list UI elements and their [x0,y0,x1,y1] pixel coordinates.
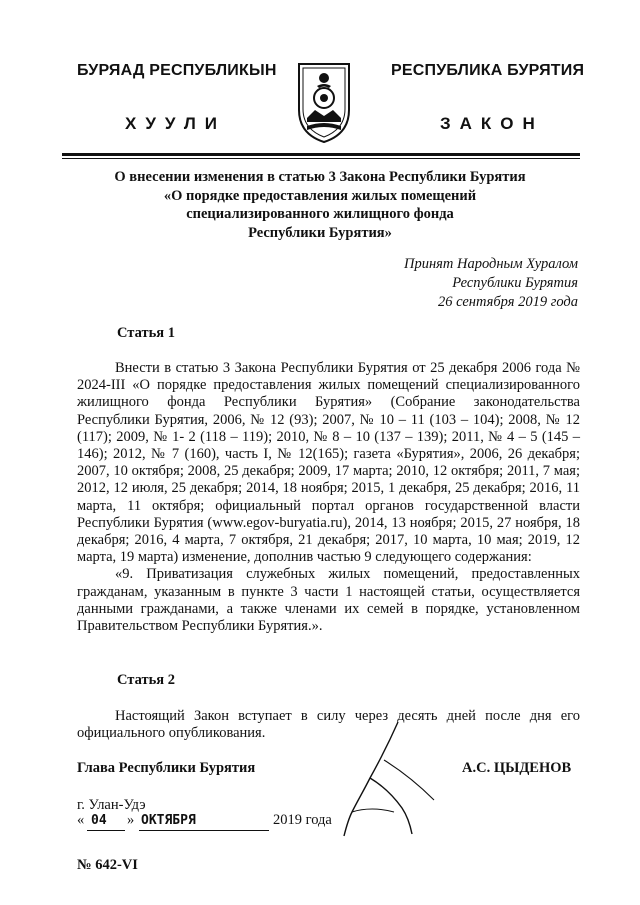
law-title [60,168,580,242]
article-2-paragraph: Настоящий Закон вступает в силу через десять дней после дня его официального опубликования. [77,708,580,742]
date-day: 04 [91,813,107,828]
adopted-line-2: Республики Бурятия [452,275,578,291]
date-line [77,812,357,832]
header-separator-thin [62,158,580,159]
article-1-quote: «9. Приватизация служебных жилых помещений, предоставленных гражданам, указанным в пункте 3 части 1 настоящей статьи, осуществляется данными гражданами, а также членами их семей в порядке, установленном Правительством Республики Бурятия.». [77,566,580,635]
city: г. Улан-Удэ [77,797,146,813]
article-1-body [77,360,580,635]
date-year: 2019 года [273,812,332,828]
header-separator-thick [62,153,580,156]
header-left-doc-type: ХУУЛИ [125,114,226,133]
date-month: ОКТЯБРЯ [141,813,196,828]
signature-name: А.С. ЦЫДЕНОВ [462,760,572,776]
date-quote-open: « [77,812,85,828]
adopted-line-3: 26 сентября 2019 года [437,294,578,310]
adopted-block [404,255,578,312]
date-quote-close: » [127,812,135,828]
law-number: № 642-VI [77,857,138,873]
article-2-body [77,708,580,742]
coat-of-arms-emblem [295,58,353,146]
law-title-line-4: Республики Бурятия» [248,224,392,241]
header-right-name: РЕСПУБЛИКА БУРЯТИЯ [391,62,585,79]
article-1-heading: Статья 1 [117,325,175,341]
law-title-line-2: «О порядке предоставления жилых помещений [163,187,477,204]
signature-position: Глава Республики Бурятия [77,760,256,776]
month-underline [139,830,269,831]
adopted-line-1: Принят Народным Хуралом [403,256,578,272]
law-title-line-3: специализированного жилищного фонда [186,206,454,222]
law-title-line-1: О внесении изменения в статью 3 Закона Республики Бурятия [114,169,526,185]
article-2-heading: Статья 2 [117,672,175,688]
header-left-name: БУРЯАД РЕСПУБЛИКЫН [77,62,277,79]
article-1-paragraph: Внести в статью 3 Закона Республики Бурятия от 25 декабря 2006 года № 2024-III «О порядке предоставления жилых помещений специализированного жилищного фонда Республики Бурятия» (Собрание законодательства Республики Бурятия, 2006, № 12 (93); 2007, № 10 – 11 (103 – 104); 2008, № 12 (117); 2009, № 1- 2 (118 – 119); 2010, № 8 – 10 (137 – 139); 2011, № 4 – 5 (145 – 146); 2012, № 7 (160), часть I, № 12(165); газета «Бурятия», 2006, 26 декабря; 2007, 10 октября; 2008, 25 декабря; 2009, 17 марта; 2010, 12 октября; 2011, 7 мая; 2012, 12 июля, 25 декабря; 2014, 18 ноября; 2015, 1 декабря, 25 декабря; 2016, 11 марта, 11 октября; официальный портал органов государственной власти Республики Бурятия (www.egov-buryatia.ru), 2014, 13 ноября; 2015, 27 ноября, 18 декабря; 2016, 4 марта, 7 октября, 21 декабря; 2017, 10 марта, 10 мая; 2019, 12 марта, 19 марта) изменение, дополнив частью 9 следующего содержания: [77,360,580,566]
header-right-doc-type: ЗАКОН [440,114,544,133]
day-underline [87,830,125,831]
